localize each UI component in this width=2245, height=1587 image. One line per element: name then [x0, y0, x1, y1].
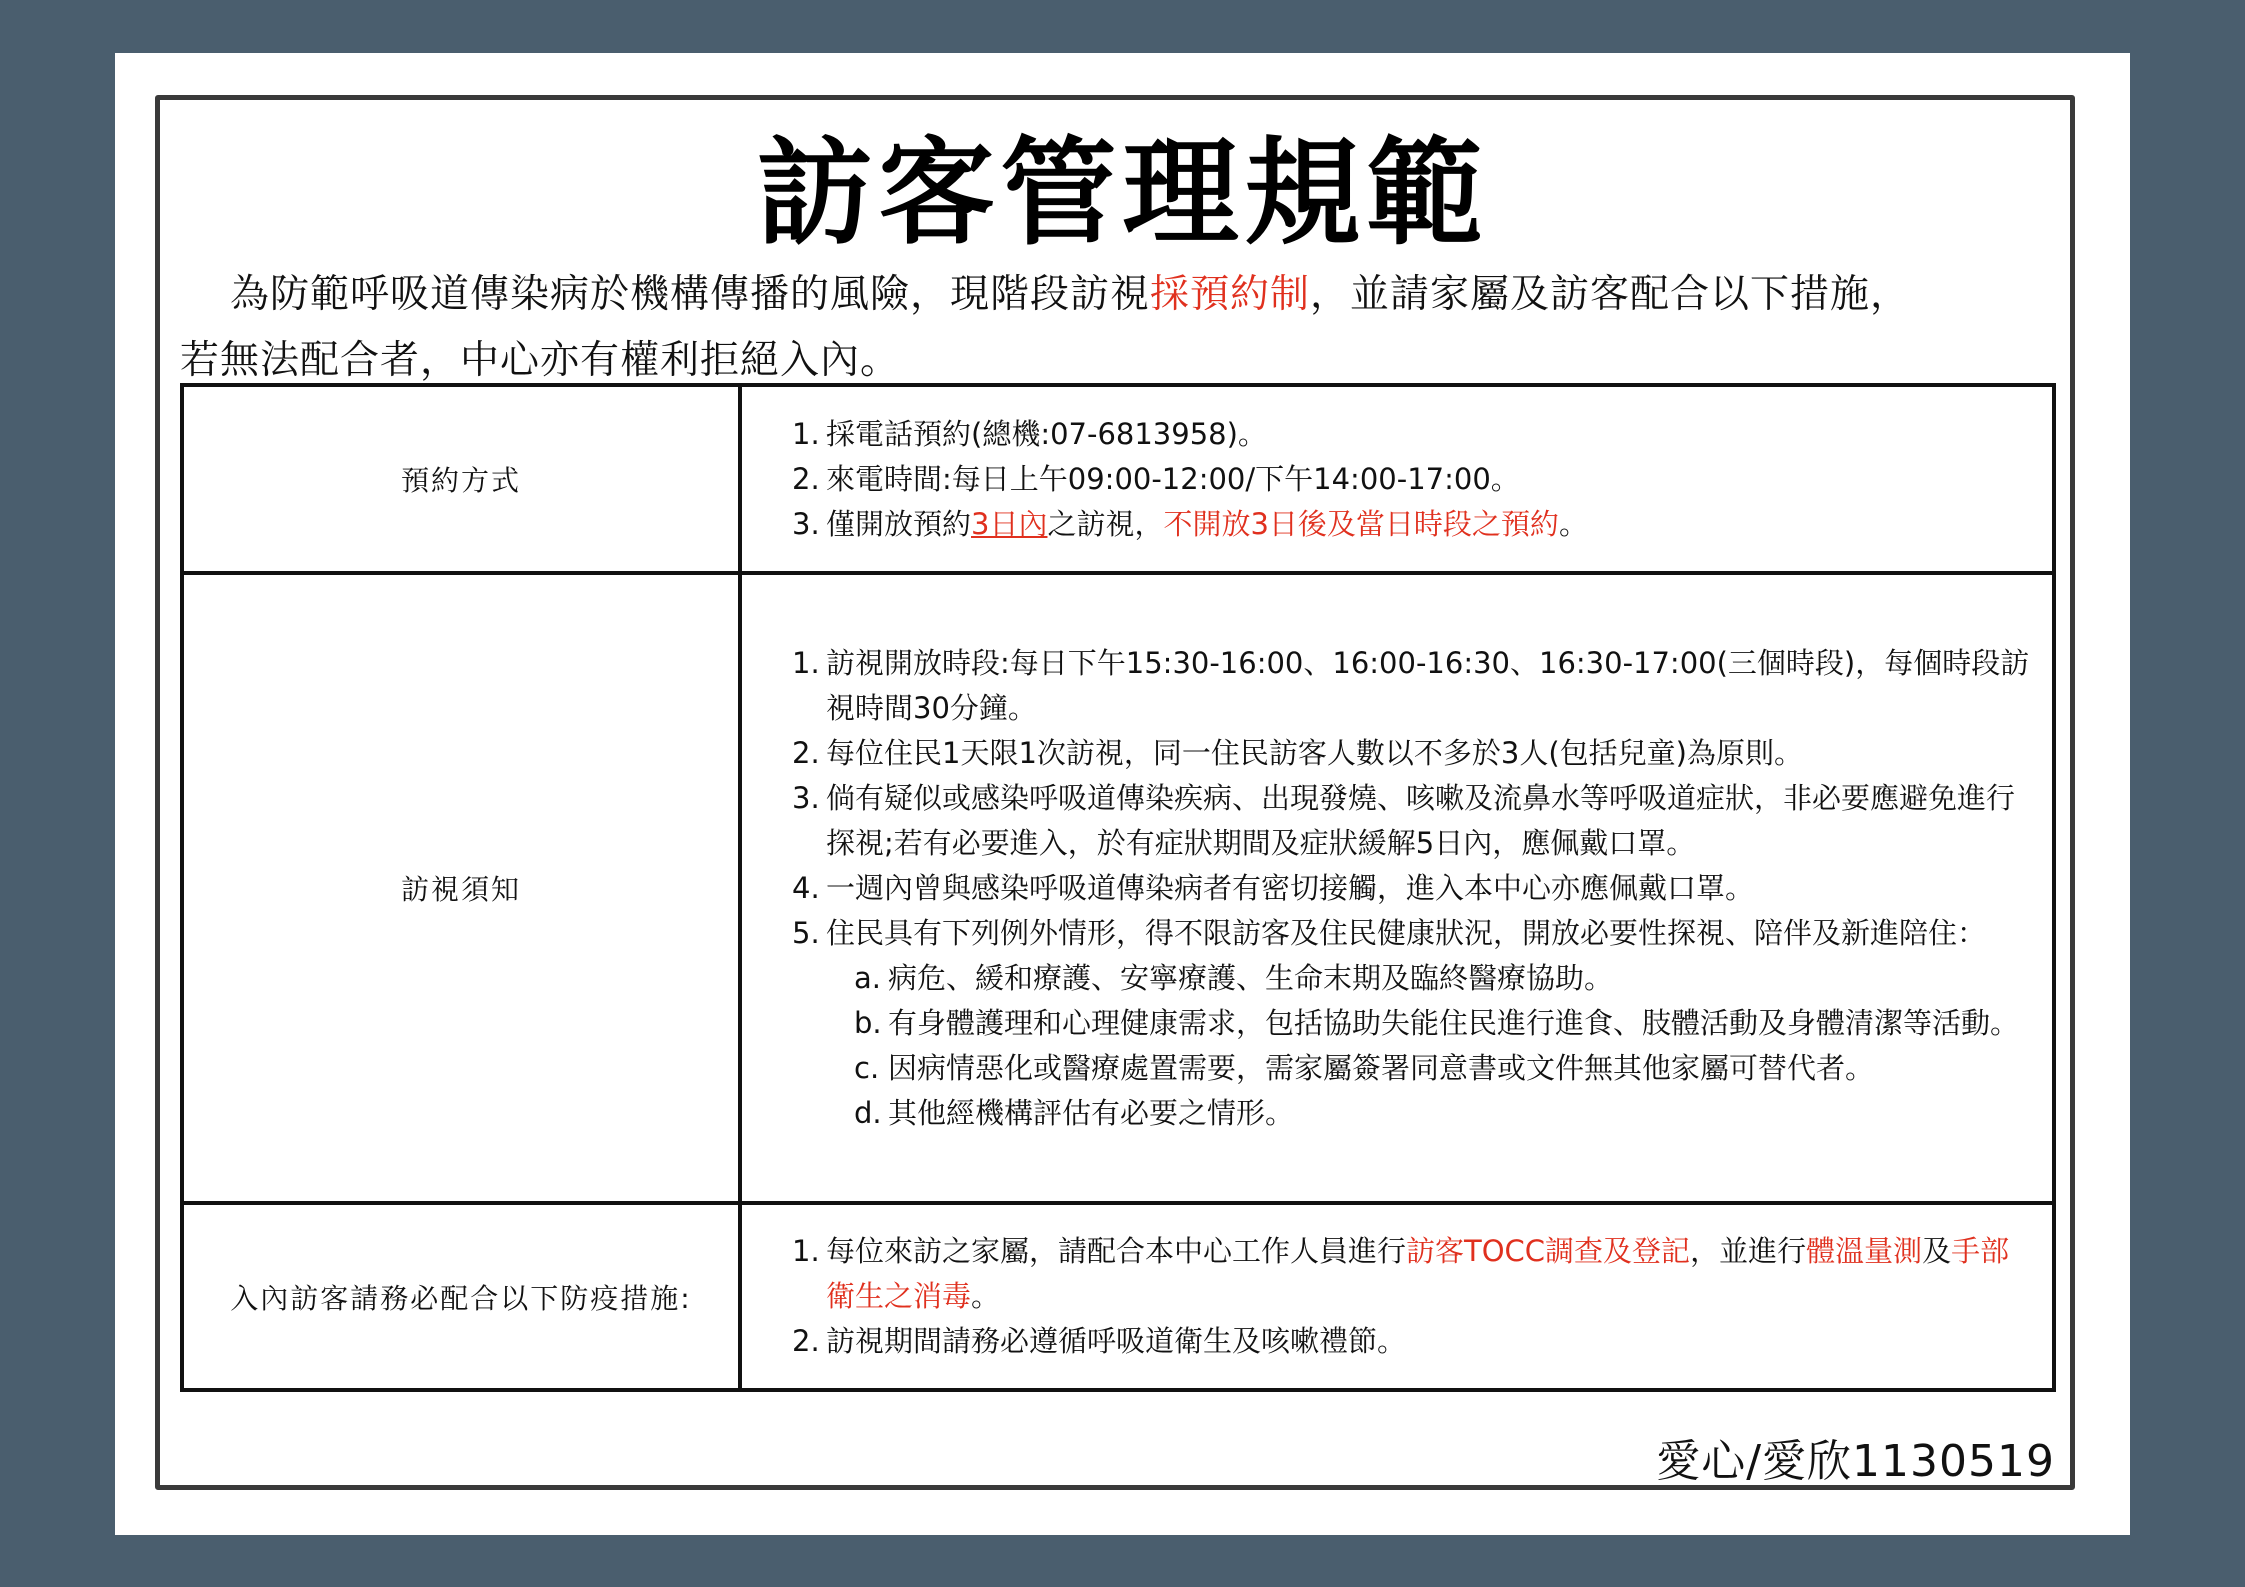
list-item	[792, 911, 2030, 956]
section-content	[740, 385, 2054, 573]
list-item	[792, 412, 2030, 457]
item-letter: b.	[854, 1005, 882, 1040]
item-text: 倘有疑似或感染呼吸道傳染疾病、出現發燒、咳嗽及流鼻水等呼吸道症狀，非必要應避免進行探視;若有必要進入，於有症狀期間及症狀緩解5日內，應佩戴口罩。	[826, 780, 2016, 860]
rules-table	[180, 383, 2056, 1392]
intro-paragraph	[180, 262, 2060, 394]
table-row-visit-notes	[182, 573, 2054, 1203]
item-number: 2.	[792, 461, 820, 496]
list-item	[792, 641, 2030, 731]
list-item	[792, 502, 2030, 547]
item-letter: c.	[854, 1050, 880, 1085]
intro-text: ，並請家屬及訪客配合以下措施，	[1310, 272, 1911, 317]
table-row-epidemic-measures	[182, 1203, 2054, 1390]
intro-line-2: 若無法配合者，中心亦有權利拒絕入內。	[180, 338, 901, 383]
sub-list-item	[854, 1001, 2030, 1046]
table-row-booking	[182, 385, 2054, 573]
list-item	[792, 731, 2030, 776]
section-label: 預約方式	[182, 385, 740, 573]
list-item	[792, 457, 2030, 502]
sub-list	[792, 956, 2030, 1136]
item-letter: a.	[854, 960, 881, 995]
item-number: 3.	[792, 506, 820, 541]
item-text: 訪視期間請務必遵循呼吸道衛生及咳嗽禮節。	[826, 1324, 1407, 1358]
item-text: 有身體護理和心理健康需求，包括協助失能住民進行進食、肢體活動及身體清潔等活動。	[888, 1005, 2020, 1040]
item-number: 1.	[792, 1234, 820, 1268]
intro-text: 為防範呼吸道傳染病於機構傳播的風險，現階段訪視	[230, 272, 1151, 317]
item-text: 住民具有下列例外情形，得不限訪客及住民健康狀況，開放必要性探視、陪伴及新進陪住：	[826, 915, 1987, 950]
item-number: 4.	[792, 870, 820, 905]
item-text: 訪視開放時段:每日下午15:30-16:00、16:00-16:30、16:30-17:00(三個時段)，每個時段訪視時間30分鐘。	[826, 645, 2030, 725]
item-text: ，並進行	[1690, 1234, 1807, 1268]
item-text: 每位住民1天限1次訪視，同一住民訪客人數以不多於3人(包括兒童)為原則。	[826, 735, 1803, 770]
item-number: 2.	[792, 735, 820, 770]
item-number: 3.	[792, 780, 820, 815]
footer-signature: 愛心/愛欣1130519	[1656, 1436, 2055, 1487]
item-highlight: 3日內	[971, 506, 1048, 541]
item-text: 其他經機構評估有必要之情形。	[888, 1095, 1295, 1130]
item-text: 及	[1922, 1234, 1952, 1268]
list-item	[792, 1229, 2030, 1319]
item-text: 。	[971, 1279, 1001, 1313]
section-content	[740, 573, 2054, 1203]
intro-line-1	[180, 262, 2060, 328]
item-text: 病危、緩和療護、安寧療護、生命末期及臨終醫療協助。	[888, 960, 1614, 995]
item-text: 因病情惡化或醫療處置需要，需家屬簽署同意書或文件無其他家屬可替代者。	[888, 1050, 1875, 1085]
item-number: 1.	[792, 416, 820, 451]
item-text: 僅開放預約	[826, 506, 972, 541]
item-highlight: 訪客TOCC調查及登記	[1406, 1234, 1691, 1268]
item-number: 5.	[792, 915, 820, 950]
item-highlight: 體溫量測	[1806, 1234, 1923, 1268]
item-highlight: 不開放3日後及當日時段之預約	[1163, 506, 1559, 541]
item-text: 。	[1558, 506, 1588, 541]
item-text: 每位來訪之家屬，請配合本中心工作人員進行	[826, 1234, 1407, 1268]
item-text: 一週內曾與感染呼吸道傳染病者有密切接觸，進入本中心亦應佩戴口罩。	[826, 870, 1755, 905]
list-item	[792, 1319, 2030, 1364]
item-text: 之訪視，	[1047, 506, 1164, 541]
item-highlight: 手部衛生之消毒	[826, 1234, 2010, 1313]
page-title: 訪客管理規範	[756, 126, 1489, 261]
sub-list-item	[854, 1046, 2030, 1091]
sub-list-item	[854, 1091, 2030, 1136]
section-label: 入內訪客請務必配合以下防疫措施:	[182, 1203, 740, 1390]
item-number: 2.	[792, 1324, 820, 1358]
item-text: 採電話預約(總機:07-6813958)。	[826, 416, 1267, 451]
intro-highlight: 採預約制	[1150, 272, 1311, 317]
section-content	[740, 1203, 2054, 1390]
section-label: 訪視須知	[182, 573, 740, 1203]
item-number: 1.	[792, 645, 820, 680]
item-letter: d.	[854, 1095, 882, 1130]
list-item	[792, 776, 2030, 866]
item-text: 來電時間:每日上午09:00-12:00/下午14:00-17:00。	[826, 461, 1520, 496]
list-item	[792, 866, 2030, 911]
sub-list-item	[854, 956, 2030, 1001]
